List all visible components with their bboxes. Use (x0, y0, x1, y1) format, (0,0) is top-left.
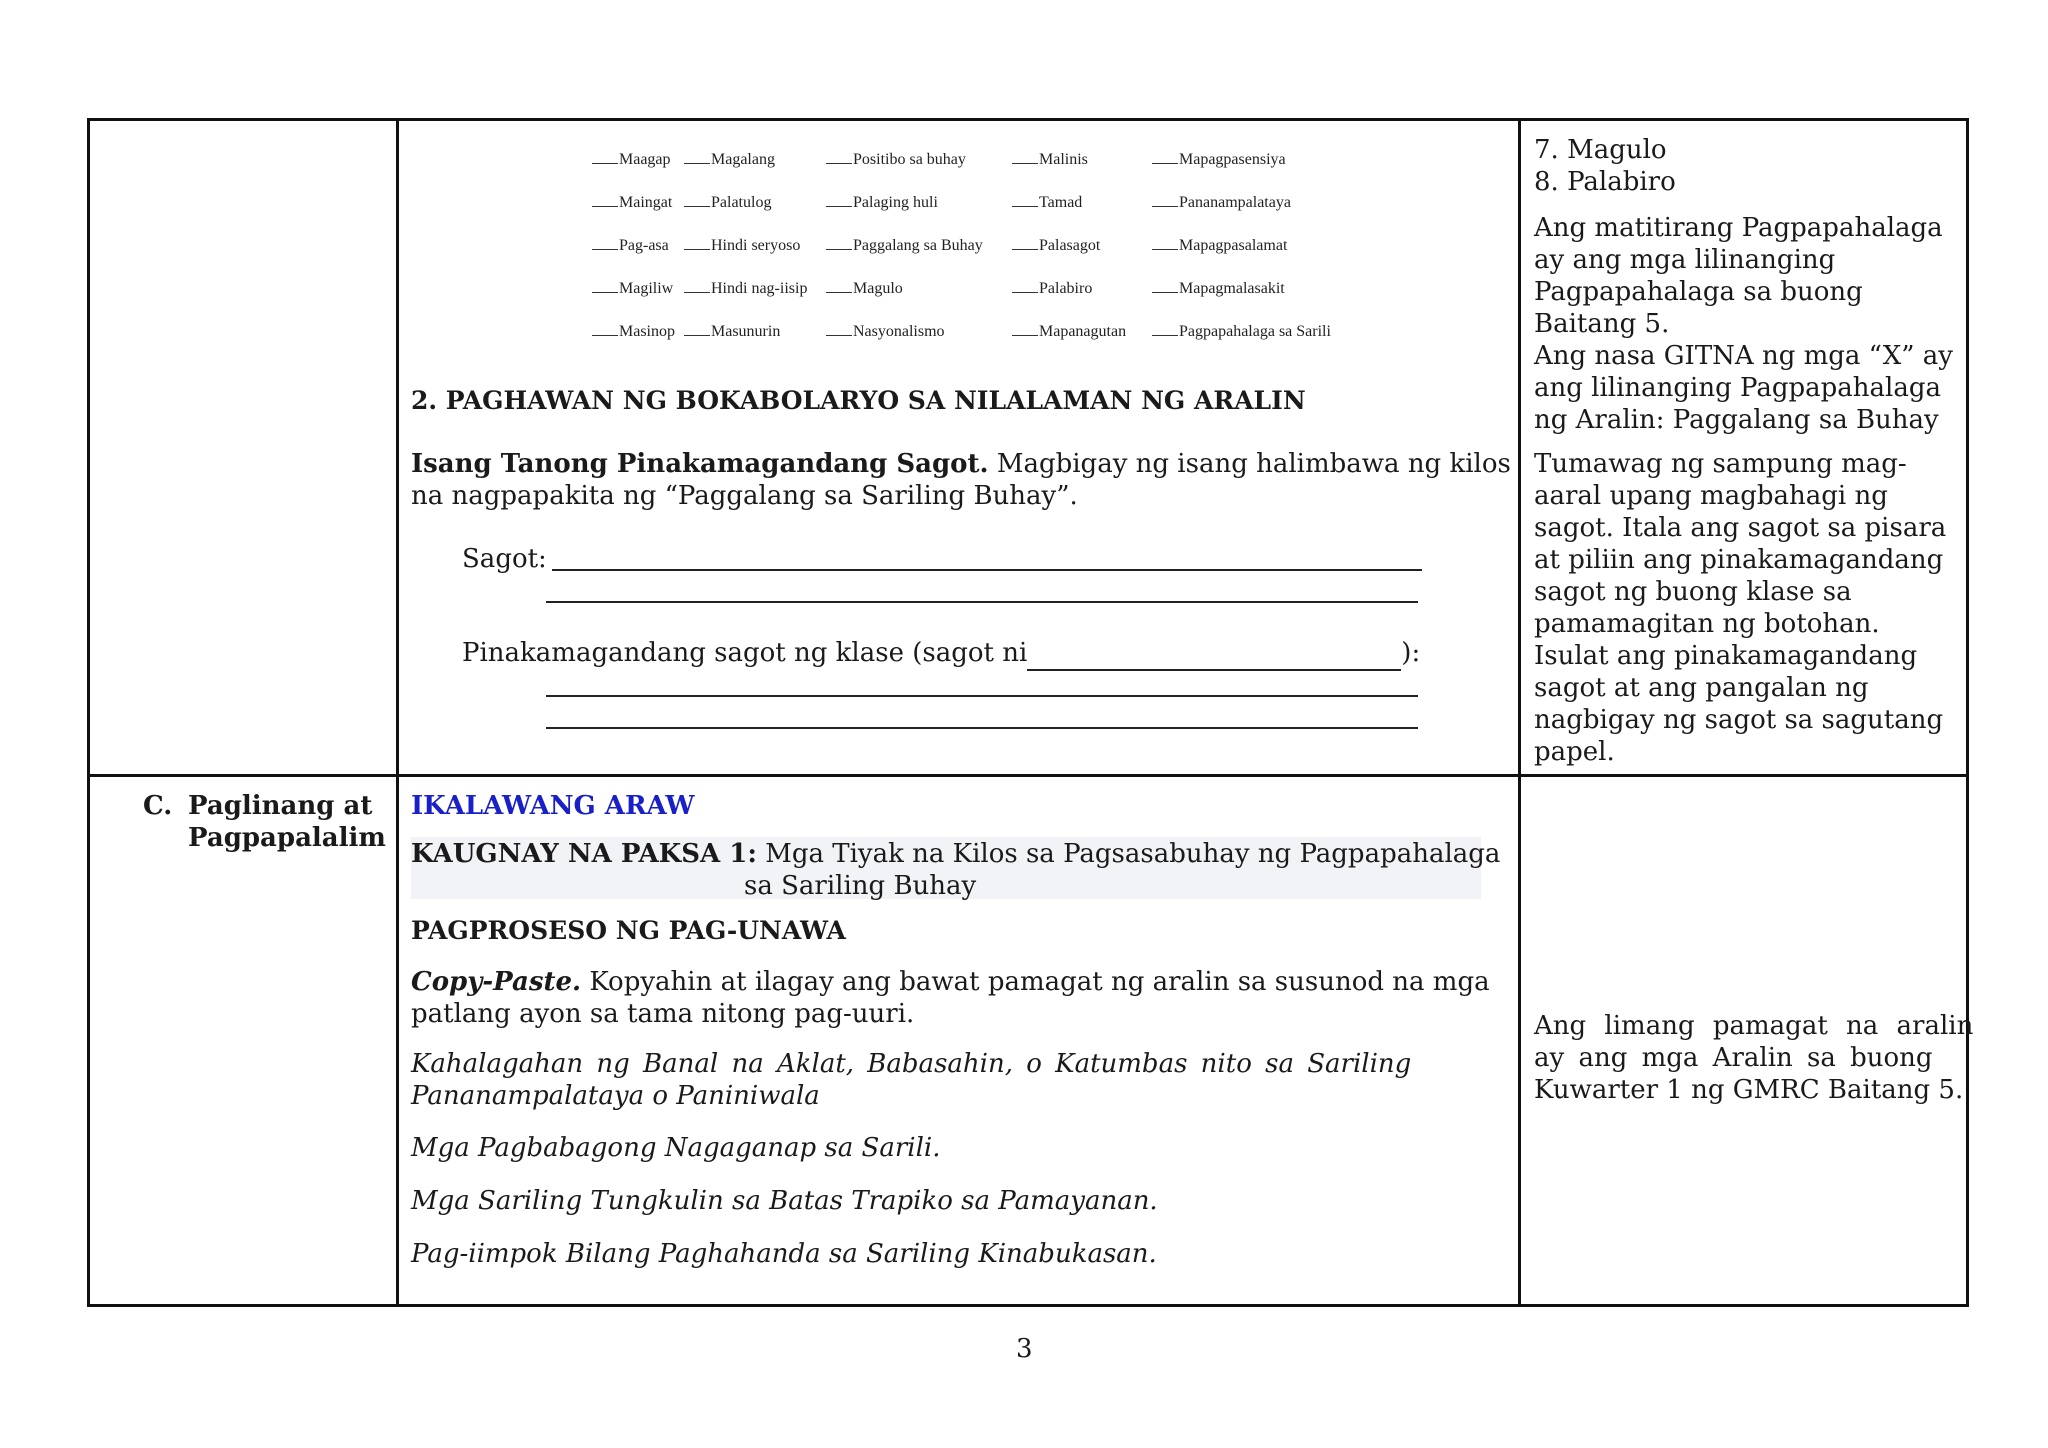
answer-line[interactable] (546, 601, 1418, 603)
page-number: 3 (1016, 1334, 1033, 1364)
answer-line[interactable] (546, 695, 1418, 697)
task-instruction-line2: na nagpapakita ng “Paggalang sa Sariling Buhay”. (411, 481, 1078, 511)
trait-item: Maagap (592, 151, 671, 169)
trait-item: Magulo (826, 280, 903, 298)
topic-line: KAUGNAY NA PAKSA 1: Mga Tiyak na Kilos sa Pagsasabuhay ng Pagpapahalaga (411, 839, 1501, 869)
teacher-note: Ang matitirang Pagpapahalaga ay ang mga lilinanging Pagpapahalaga sa buong Baitang 5. Ang nasa GITNA ng mga “X” ay ang lilinanging Pagpapahalaga ng Aralin: Paggalang sa Buhay (1534, 213, 1953, 435)
section-letter: C. (143, 791, 173, 821)
trait-item: Palaging huli (826, 194, 938, 212)
lesson-title: Mga Sariling Tungkulin sa Batas Trapiko sa Pamayanan. (411, 1186, 1158, 1216)
trait-item: Pag-asa (592, 237, 669, 255)
task-instruction: Isang Tanong Pinakamagandang Sagot. Magbigay ng isang halimbawa ng kilos (411, 449, 1511, 479)
trait-item: Maingat (592, 194, 672, 212)
notes-item: 7. Magulo (1534, 135, 1667, 165)
topic-line-2: sa Sariling Buhay (744, 871, 977, 901)
trait-item: Mapagmalasakit (1152, 280, 1285, 298)
trait-item: Magalang (684, 151, 775, 169)
student-name-line[interactable] (1027, 637, 1401, 671)
teacher-note: Tumawag ng sampung mag- aaral upang magbahagi ng sagot. Itala ang sagot sa pisara at piliin ang pinakamagandang sagot ng buong klase sa pamamagitan ng botohan. Isulat ang pinakamagandang sagot at ang pangalan ng nagbigay ng sagot sa sagutang papel. (1534, 449, 1947, 767)
trait-item: Magiliw (592, 280, 673, 298)
lesson-title: Mga Pagbabagong Nagaganap sa Sarili. (411, 1133, 941, 1163)
trait-item: Pananampalataya (1152, 194, 1291, 212)
section-heading: 2. PAGHAWAN NG BOKABOLARYO SA NILALAMAN NG ARALIN (411, 386, 1306, 415)
lesson-title: Kahalagahan ng Banal na Aklat, Babasahin, o Katumbas nito sa Sariling Pananampalataya o Paniniwala (411, 1049, 1412, 1111)
trait-item: Mapagpasensiya (1152, 151, 1286, 169)
trait-item: Palasagot (1012, 237, 1100, 255)
trait-item: Palatulog (684, 194, 771, 212)
trait-item: Pagpapahalaga sa Sarili (1152, 323, 1331, 341)
trait-item: Masunurin (684, 323, 780, 341)
process-heading: PAGPROSESO NG PAG-UNAWA (411, 916, 846, 945)
trait-item: Hindi nag-iisip (684, 280, 807, 298)
answer-line[interactable] (546, 727, 1418, 729)
trait-item: Paggalang sa Buhay (826, 237, 983, 255)
trait-item: Mapanagutan (1012, 323, 1126, 341)
lesson-title: Pag-iimpok Bilang Paghahanda sa Sariling Kinabukasan. (411, 1239, 1157, 1269)
day-label: IKALAWANG ARAW (411, 791, 695, 821)
trait-item: Malinis (1012, 151, 1088, 169)
activity-instruction-line2: patlang ayon sa tama nitong pag-uuri. (411, 999, 915, 1029)
notes-item: 8. Palabiro (1534, 167, 1676, 197)
answer-line[interactable] (552, 569, 1422, 571)
best-answer-label: Pinakamagandang sagot ng klase (sagot ni ): (462, 637, 1420, 671)
teacher-note: Ang limang pamagat na aralin ay ang mga Aralin sa buong Kuwarter 1 ng GMRC Baitang 5. (1534, 1011, 1974, 1105)
trait-item: Palabiro (1012, 280, 1092, 298)
section-title: Paglinang at Pagpapalalim (188, 791, 386, 853)
trait-item: Mapagpasalamat (1152, 237, 1287, 255)
activity-instruction: Copy-Paste. Kopyahin at ilagay ang bawat pamagat ng aralin sa susunod na mga (411, 967, 1490, 997)
row-divider (87, 774, 1969, 777)
trait-item: Nasyonalismo (826, 323, 945, 341)
answer-label: Sagot: (462, 544, 547, 574)
trait-item: Masinop (592, 323, 675, 341)
trait-item: Positibo sa buhay (826, 151, 966, 169)
column-divider-2 (1518, 118, 1521, 1307)
trait-item: Tamad (1012, 194, 1082, 212)
trait-item: Hindi seryoso (684, 237, 800, 255)
column-divider-1 (396, 118, 399, 1307)
